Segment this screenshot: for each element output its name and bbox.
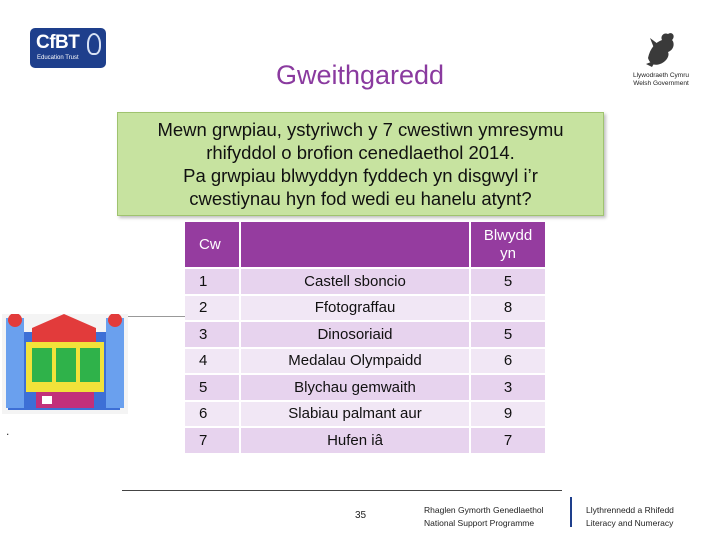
- row-number: 2: [185, 296, 241, 323]
- table-row: [185, 375, 547, 402]
- row-year: 7: [471, 428, 547, 455]
- torch-icon: [87, 33, 101, 55]
- row-year: 3: [471, 375, 547, 402]
- header-cw: Cw: [185, 222, 241, 269]
- row-name: Hufen iâ: [241, 428, 471, 455]
- row-name: Ffotograffau: [241, 296, 471, 323]
- table-row: [185, 428, 547, 455]
- footer-separator: [570, 497, 572, 527]
- row-number: 3: [185, 322, 241, 349]
- table-header-row: [185, 222, 547, 269]
- cfbt-brand-text: CfBT: [36, 32, 80, 53]
- row-year: 6: [471, 349, 547, 376]
- welsh-gov-line1: Llywodraeth Cymru: [633, 72, 689, 79]
- table-row: [185, 349, 547, 376]
- row-number: 6: [185, 402, 241, 429]
- callout-line: [128, 316, 185, 317]
- table-row: [185, 322, 547, 349]
- footer-programme-welsh: Rhaglen Gymorth Genedlaethol: [424, 505, 544, 515]
- row-name: Slabiau palmant aur: [241, 402, 471, 429]
- header-blwyddyn-line1: Blwydd: [483, 226, 533, 244]
- footer-programme: [424, 504, 544, 530]
- bouncy-castle-image: [2, 314, 128, 414]
- row-year: 9: [471, 402, 547, 429]
- header-blwyddyn: [471, 222, 547, 269]
- question-line: Mewn grwpiau, ystyriwch y 7 cwestiwn ymresymu: [157, 119, 564, 140]
- table-row: [185, 402, 547, 429]
- row-number: 4: [185, 349, 241, 376]
- question-line: Pa grwpiau blwyddyn fyddech yn disgwyl i’r: [183, 165, 538, 186]
- row-name: Castell sboncio: [241, 269, 471, 296]
- row-name: Medalau Olympaidd: [241, 349, 471, 376]
- row-year: 8: [471, 296, 547, 323]
- footer-literacy-english: Literacy and Numeracy: [586, 518, 674, 528]
- questions-table: [185, 222, 547, 455]
- welsh-gov-line2: Welsh Government: [633, 80, 689, 87]
- slide-title: Gweithgaredd: [275, 60, 445, 90]
- header-blank: [241, 222, 471, 269]
- table-row: [185, 269, 547, 296]
- row-year: 5: [471, 269, 547, 296]
- header-blwyddyn-line2: yn: [500, 244, 516, 262]
- footer-literacy-welsh: Llythrennedd a Rhifedd: [586, 505, 674, 515]
- row-name: Dinosoriaid: [241, 322, 471, 349]
- row-year: 5: [471, 322, 547, 349]
- footer-programme-english: National Support Programme: [424, 518, 535, 528]
- question-line: cwestiynau hyn fod wedi eu hanelu atynt?: [189, 188, 532, 209]
- table-row: [185, 296, 547, 323]
- footer-rule: [122, 490, 562, 491]
- question-line: rhifyddol o brofion cenedlaethol 2014.: [206, 142, 515, 163]
- page-number: 35: [355, 510, 367, 521]
- row-number: 1: [185, 269, 241, 296]
- row-number: 7: [185, 428, 241, 455]
- question-box: [117, 112, 604, 216]
- footer-literacy: [586, 504, 674, 530]
- row-number: 5: [185, 375, 241, 402]
- bullet-dot: .: [6, 424, 10, 438]
- cfbt-sub-text: Education Trust: [37, 55, 79, 61]
- row-name: Blychau gemwaith: [241, 375, 471, 402]
